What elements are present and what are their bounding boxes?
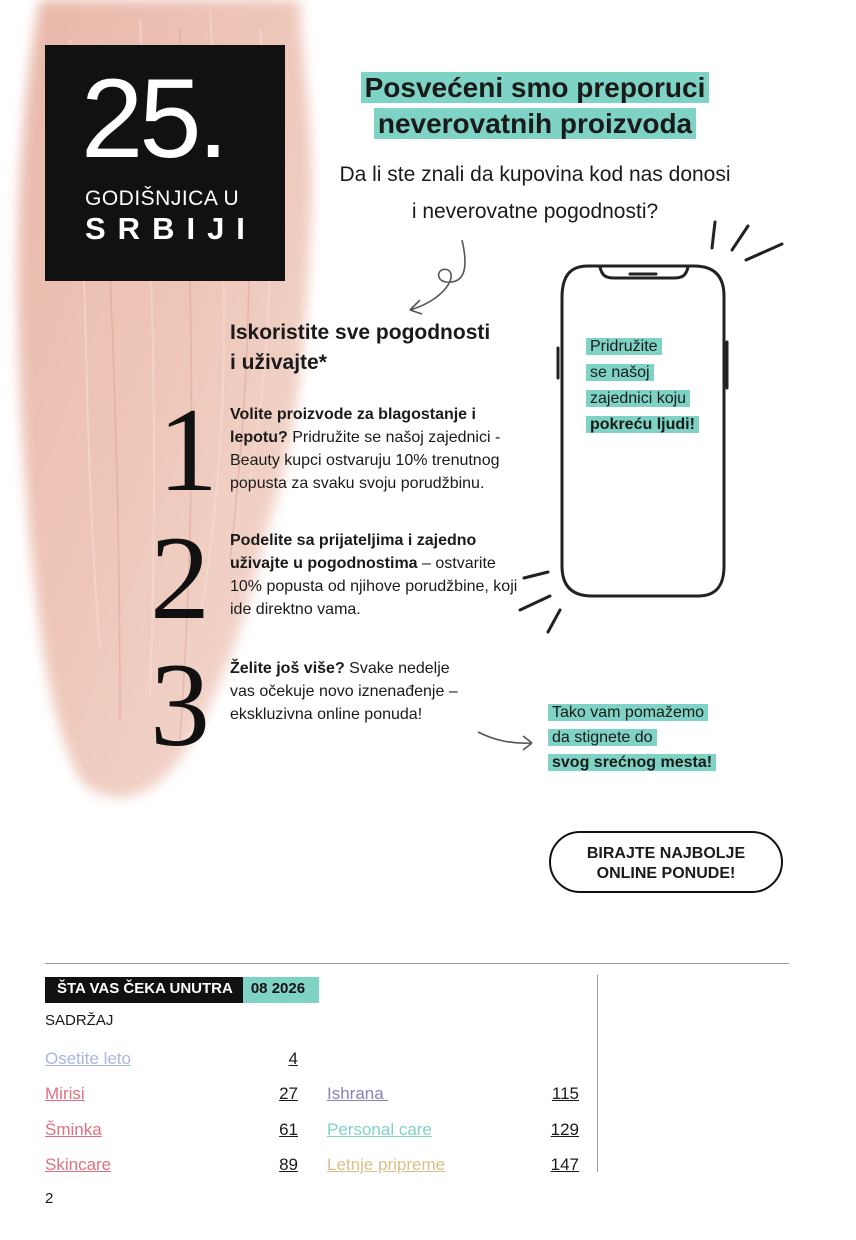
toc-page-skincare[interactable]: 89 — [279, 1155, 298, 1174]
step-2 — [230, 529, 530, 621]
toc-page-letnje-pripreme[interactable]: 147 — [550, 1155, 579, 1174]
step-1 — [230, 403, 530, 495]
step-number-2: 2 — [150, 511, 210, 644]
subtitle-line2: i neverovatne pogodnosti? — [411, 200, 659, 223]
anniversary-number: 25. — [81, 56, 225, 181]
subtitle-line1: Da li ste znali da kupovina kod nas donosi — [339, 163, 731, 186]
tip-line3: svog srećnog mesta! — [548, 754, 716, 771]
toc-banner-title: ŠTA VAS ČEKA UNUTRA — [45, 977, 243, 1003]
anniversary-badge — [45, 45, 285, 281]
page-number: 2 — [45, 1190, 54, 1207]
step-2-text: – ostvarite 10% popusta od njihove porudžbine, koji ide direktno vama. — [230, 555, 518, 618]
phone-line2: se našoj — [586, 364, 654, 381]
toc-item-skincare[interactable]: Skincare — [45, 1155, 112, 1174]
curly-arrow-icon — [400, 236, 480, 320]
step-2-bold: Podelite sa prijateljima i zajedno uživajte u pogodnostima — [230, 532, 477, 572]
toc-divider — [597, 975, 598, 1172]
tip-callout — [548, 700, 768, 775]
toc-item-sminka[interactable]: Šminka — [45, 1120, 102, 1139]
headline-line2: neverovatnih proizvoda — [374, 108, 696, 139]
anniversary-line2: SRBIJI — [85, 211, 257, 246]
anniversary-line1: GODIŠNJICA U — [85, 187, 240, 210]
divider — [45, 963, 789, 964]
arrow-right-icon — [476, 726, 538, 756]
benefits-heading-line1: Iskoristite sve pogodnosti — [230, 321, 491, 344]
toc-item-letnje-pripreme[interactable]: Letnje pripreme — [327, 1155, 446, 1174]
tip-line1: Tako vam pomažemo — [548, 704, 708, 721]
cta-line1: BIRAJTE NAJBOLJE — [586, 845, 746, 862]
step-number-3: 3 — [150, 638, 210, 771]
toc-item-ishrana[interactable]: Ishrana — [327, 1084, 389, 1103]
toc-page-personal-care[interactable]: 129 — [550, 1120, 579, 1139]
toc-item-mirisi[interactable]: Mirisi — [45, 1084, 85, 1103]
step-3-bold: Želite još više? — [230, 660, 345, 677]
phone-line3: zajednici koju — [586, 390, 690, 407]
phone-screen-text — [586, 334, 726, 438]
toc-label: SADRŽAJ — [45, 1012, 114, 1029]
toc-page-mirisi[interactable]: 27 — [279, 1084, 298, 1103]
benefits-heading — [230, 318, 530, 378]
toc-page-osetite-leto[interactable]: 4 — [288, 1049, 298, 1068]
toc-item-osetite-leto[interactable]: Osetite leto — [45, 1049, 131, 1068]
tip-line2: da stignete do — [548, 729, 657, 746]
toc-banner — [45, 977, 319, 1003]
toc-page-ishrana[interactable]: 115 — [551, 1084, 579, 1103]
toc-page-sminka[interactable]: 61 — [279, 1120, 298, 1139]
step-3 — [230, 657, 475, 726]
page-headline — [300, 70, 770, 142]
step-3-text: Svake nedelje vas očekuje novo iznenađenje – ekskluzivna online ponuda! — [230, 660, 458, 723]
phone-line1: Pridružite — [586, 338, 662, 355]
step-number-1: 1 — [158, 383, 218, 516]
toc-item-personal-care[interactable]: Personal care — [327, 1120, 432, 1139]
toc-issue: 08 2026 — [243, 977, 319, 1003]
online-offers-button[interactable] — [549, 831, 783, 893]
step-1-text: Pridružite se našoj zajednici - Beauty kupci ostvaruju 10% trenutnog popusta za svaku svoju porudžbinu. — [230, 429, 501, 492]
cta-line2: ONLINE PONUDE! — [596, 865, 736, 882]
benefits-heading-line2: i uživajte* — [230, 351, 327, 374]
phone-line4: pokreću ljudi! — [586, 416, 699, 433]
headline-line1: Posvećeni smo preporuci — [361, 72, 710, 103]
step-1-bold: Volite proizvode za blagostanje i lepotu? — [230, 406, 476, 446]
